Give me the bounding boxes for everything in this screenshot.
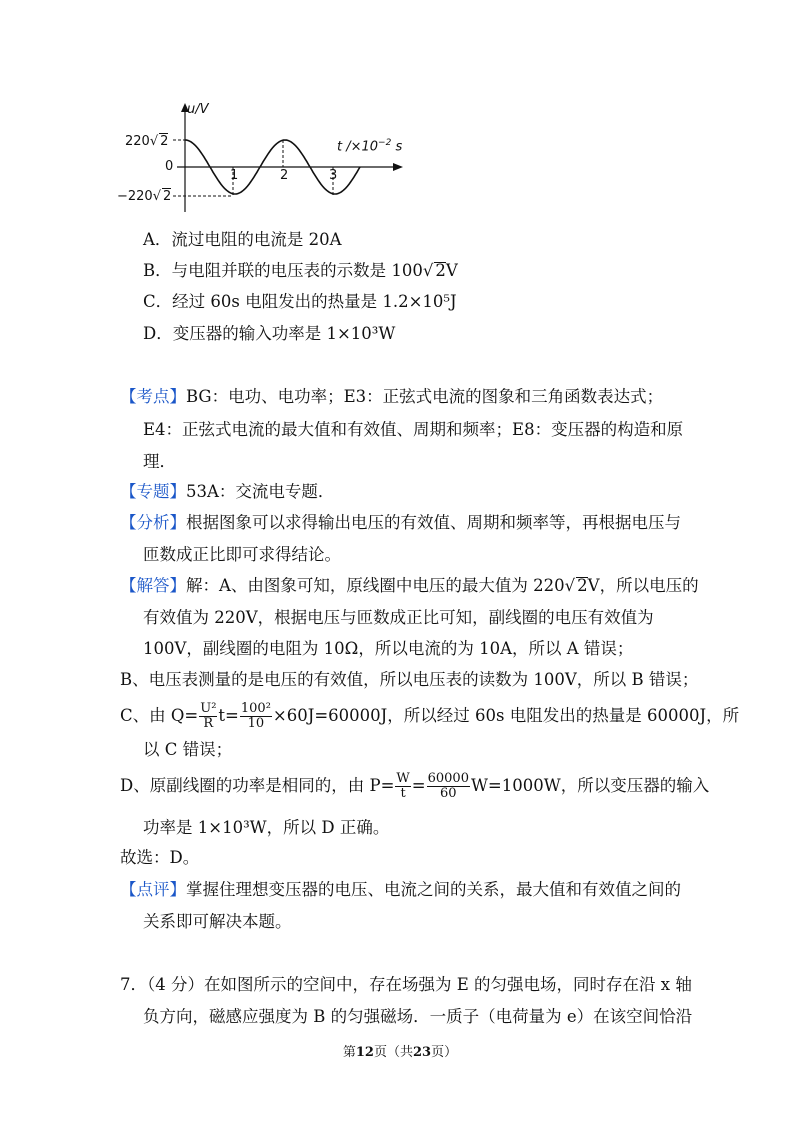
formula-fraction: $\frac{\text{U²}}{R}$ xyxy=(200,701,217,731)
y-top-label: 220√ 2 xyxy=(125,134,169,149)
kaodian-line3: 理． xyxy=(143,452,176,471)
dianping-line1: 【点评】掌握住理想变压器的电压、电流之间的关系，最大值和有效值之间的 xyxy=(120,880,681,899)
y-zero-label: 0 xyxy=(165,159,174,174)
q7-line2: 负方向，磁感应强度为 B 的匀强磁场．一质子（电荷量为 e）在该空间恰沿 xyxy=(143,1007,693,1026)
kaodian-line2: E4：正弦式电流的最大值和有效值、周期和频率；E8：变压器的构造和原 xyxy=(143,420,684,439)
jieda-line2: 有效值为 220V，根据电压与匝数成正比可知，副线圈的电压有效值为 xyxy=(143,608,654,627)
jieda-line-b: B、电压表测量的是电压的有效值，所以电压表的读数为 100V，所以 B 错误； xyxy=(120,670,699,689)
dianping-tag: 【点评】 xyxy=(120,880,186,899)
kaodian-line1: 【考点】BG：电功、电功率；E3：正弦式电流的图象和三角函数表达式； xyxy=(120,387,664,406)
y-axis-label: u/V xyxy=(187,102,209,117)
tick-2: 2 xyxy=(280,168,289,183)
formula-fraction: $\frac{\text{100²}}{10}$ xyxy=(240,701,271,731)
jieda-line3: 100V，副线圈的电阻为 10Ω，所以电流的为 10A，所以 A 错误； xyxy=(143,639,634,658)
option-d: D．变压器的输入功率是 1×10³W xyxy=(143,324,396,343)
zhuanti-tag: 【专题】 xyxy=(120,482,186,501)
fenxi-tag: 【分析】 xyxy=(120,513,186,532)
q7-line1: 7．（4 分）在如图所示的空间中，存在场强为 E 的匀强电场，同时存在沿 x 轴 xyxy=(120,975,692,994)
fenxi-line1: 【分析】根据图象可以求得输出电压的有效值、周期和频率等，再根据电压与 xyxy=(120,513,681,532)
jieda-choice: 故选：D。 xyxy=(120,848,200,867)
jieda-line1: 【解答】解：A、由图象可知，原线圈中电压的最大值为 220√ 2V，所以电压的 xyxy=(120,576,699,595)
tick-3: 3 xyxy=(329,168,338,183)
dianping-line2: 关系即可解决本题。 xyxy=(143,912,292,931)
jieda-line-c: C、由 Q= $\frac{\text{U²}}{R}$ t= $\frac{\text{100²}}{10}$ ×60J=60000J，所以经过 60s 电阻发出的热量是 60000J，所 xyxy=(120,701,740,731)
jieda-line-d: D、原副线圈的功率是相同的，由 P= $\frac{W}{t}$ = $\frac{60000}{60}$ W=1000W，所以变压器的输入 xyxy=(120,771,710,801)
jieda-line-c2: 以 C 错误； xyxy=(143,740,233,759)
formula-fraction: $\frac{60000}{60}$ xyxy=(427,771,469,801)
option-c: C．经过 60s 电阻发出的热量是 1.2×10⁵J xyxy=(143,292,457,311)
option-a: A．流过电阻的电流是 20A xyxy=(143,230,342,249)
option-b: B．与电阻并联的电压表的示数是 100√ 2V xyxy=(143,261,458,280)
zhuanti-line: 【专题】53A：交流电专题． xyxy=(120,482,335,501)
formula-fraction: $\frac{W}{t}$ xyxy=(396,771,410,801)
t-axis-label: t $/\times 10^{-2}$ s xyxy=(337,138,403,155)
tick-1: 1 xyxy=(230,168,239,183)
kaodian-tag: 【考点】 xyxy=(120,387,186,406)
y-bottom-label: −220√ 2 xyxy=(117,189,172,204)
jieda-tag: 【解答】 xyxy=(120,576,186,595)
page-footer: 第12页（共23页） xyxy=(342,1045,458,1060)
jieda-line-d2: 功率是 1×10³W，所以 D 正确。 xyxy=(143,818,390,837)
waveform-graph xyxy=(115,100,415,215)
fenxi-line2: 匝数成正比即可求得结论。 xyxy=(143,545,341,564)
